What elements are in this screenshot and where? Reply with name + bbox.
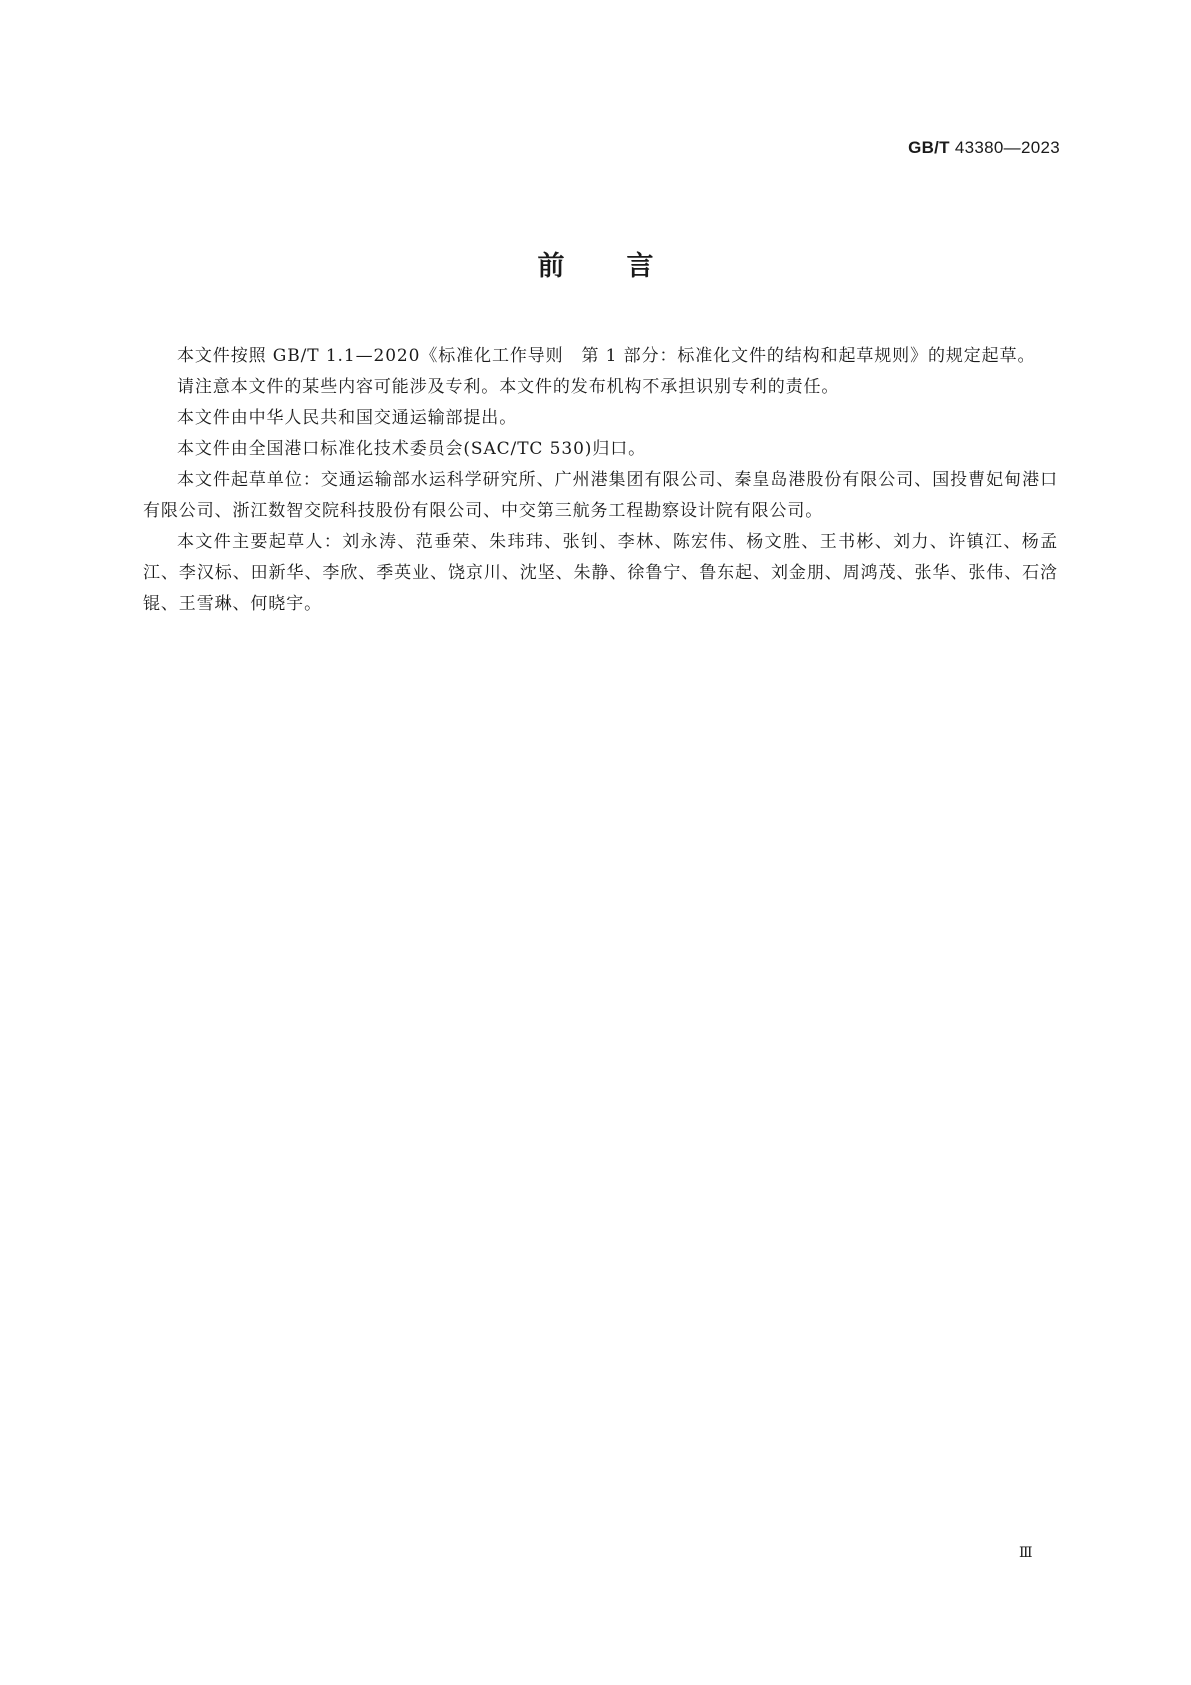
standard-number-header: [908, 138, 1060, 158]
title-char-2: 言: [626, 251, 654, 282]
foreword-body: [143, 341, 1058, 620]
page-title: [0, 244, 1191, 283]
paragraph-committee: 本文件由全国港口标准化技术委员会(SAC/TC 530)归口。: [177, 439, 647, 459]
paragraph-drafting-basis: 本文件按照 GB/T 1.1—2020《标准化工作导则 第 1 部分：标准化文件的结构和起草规则》的规定起草。: [177, 346, 1036, 366]
paragraph-proposer: 本文件由中华人民共和国交通运输部提出。: [177, 408, 518, 428]
standard-prefix: GB/T: [908, 138, 950, 157]
page-number: Ⅲ: [1018, 1545, 1033, 1561]
paragraph-patent-notice: 请注意本文件的某些内容可能涉及专利。本文件的发布机构不承担识别专利的责任。: [177, 377, 840, 397]
title-char-1: 前: [537, 251, 565, 282]
standard-code: 43380—2023: [954, 138, 1060, 157]
paragraph-drafters: 本文件主要起草人：刘永涛、范垂荣、朱玮玮、张钊、李林、陈宏伟、杨文胜、王书彬、刘力、许镇江、杨孟江、李汉标、田新华、李欣、季英业、饶京川、沈坚、朱静、徐鲁宁、鲁东起、刘金朋、周鸿茂、张华、张伟、石浛锟、王雪琳、何晓宇。: [143, 532, 1058, 614]
paragraph-drafting-units: 本文件起草单位：交通运输部水运科学研究所、广州港集团有限公司、秦皇岛港股份有限公司、国投曹妃甸港口有限公司、浙江数智交院科技股份有限公司、中交第三航务工程勘察设计院有限公司。: [143, 470, 1058, 521]
